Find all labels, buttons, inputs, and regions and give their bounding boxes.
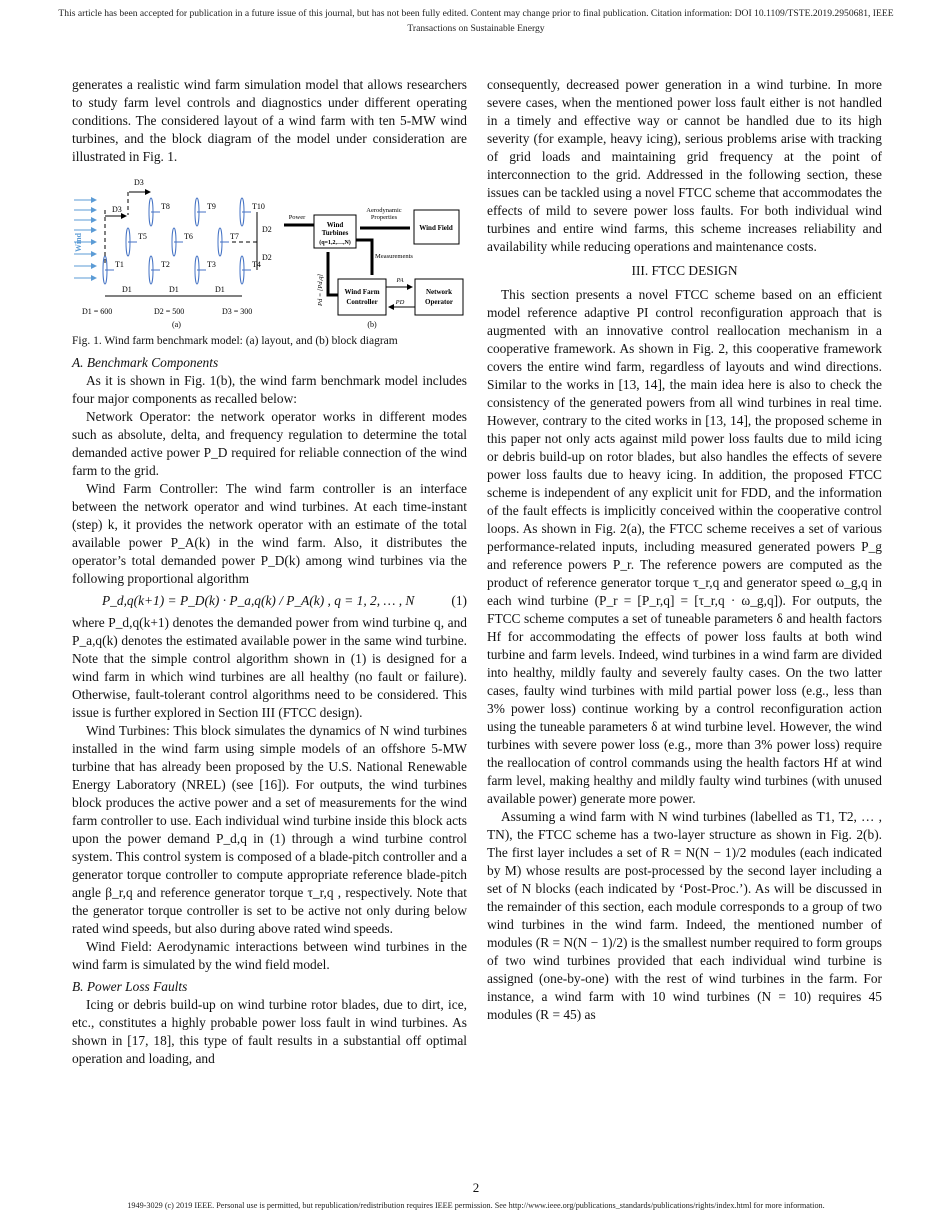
- paragraph: generates a realistic wind farm simulation model that allows researchers to study farm level controls and diagnostics under different operating conditions. The considered layout of a wind farm with ten 5-MW wind turbines, and the block diagram of the model under consideration are illustrated in Fig. 1.: [72, 77, 467, 164]
- figure-1: [72, 170, 467, 330]
- svg-text:Network: Network: [425, 288, 453, 296]
- paragraph: Wind Farm Controller: The wind farm controller is an interface between the network operator and wind turbines. At each time-instant (step) k, it provides the network operator with an estimate of the total available power P_A(k) in the wind farm. Also, it distributes the operator’s total demanded power P_D(k) among wind turbines via the following proportional algorithm: [72, 481, 467, 586]
- turbine-label: T1: [115, 260, 124, 269]
- dim-d3-top: D3: [134, 178, 144, 187]
- paragraph: consequently, decreased power generation in a wind turbine. In more severe cases, when the mentioned power loss fault either is not handled in a timely and effective way or cannot be handled due to its high severity (for example, heavy icing), serious problems arise with tracking of grid loads and maintaining grid frequency at the point of interconnection to the grid. Addressed in the following section, these issues can be tackled using a novel FTCC scheme that accommodates the effects of mild to severe power loss faults. For both individual wind turbines and entire wind farms, this scheme increases reliability and availability while reducing operations and maintenance costs.: [487, 77, 882, 254]
- figure-caption: Fig. 1. Wind farm benchmark model: (a) layout, and (b) block diagram: [72, 335, 398, 347]
- equation-1: [72, 588, 467, 614]
- wind-label: Wind: [74, 233, 83, 252]
- svg-text:Properties: Properties: [370, 214, 398, 221]
- equation-number: (1): [451, 593, 467, 608]
- subfig-b-label: (b): [367, 320, 377, 329]
- paragraph: Assuming a wind farm with N wind turbines (labelled as T1, T2, … , TN), the FTCC scheme has a two-layer structure as shown in Fig. 2(b). The first layer includes a set of R = N(N − 1)/2 modules (each indicated by M) whose results are post-processed by the second layer including a set of N blocks (each indicated by ‘Post-Proc.’). As will be discussed in the remainder of this section, each module corresponds to a group of two wind turbines in the wind farm. Indeed, the mentioned number of modules (R = N(N − 1)/2) is the smallest number required to form groups of two wind turbines provided that each individual wind turbine is assigned (one-by-one) with the rest of wind turbines in the farm. For instance, a wind farm with 10 wind turbines (N = 10) requires 45 modules (R = 45) as: [487, 809, 882, 1022]
- svg-text:Wind Farm: Wind Farm: [344, 288, 380, 296]
- section-heading-iii: III. FTCC DESIGN: [631, 263, 738, 278]
- svg-text:PA: PA: [396, 277, 404, 284]
- header-line-2: Transactions on Sustainable Energy: [407, 23, 545, 34]
- turbine-label: T3: [207, 260, 216, 269]
- page-header: [0, 6, 952, 36]
- svg-text:PD: PD: [395, 299, 405, 306]
- paragraph: Icing or debris build-up on wind turbine rotor blades, due to dirt, ice, etc., constitutes a highly probable power loss fault in wind turbines. As shown in [17, 18], this type of fault results in a substantial off optimal operation and loading, and: [72, 997, 467, 1066]
- legend-d3: D3 = 300: [222, 307, 253, 316]
- turbine-label: T10: [252, 202, 265, 211]
- paragraph: where P_d,q(k+1) denotes the demanded power from wind turbine q, and P_a,q(k) denotes the estimated available power in the same wind turbine. Note that the simple control algorithm shown in (1) is designed for a wind farm in which wind turbines are all healthy (no fault or failure). Otherwise, fault-tolerant control algorithms need to be considered. This issue is further explored in Section III (FTCC design).: [72, 615, 467, 720]
- turbine-label: T5: [138, 232, 147, 241]
- paragraph: Wind Field: Aerodynamic interactions between wind turbines in the wind farm is simulated by the wind field model.: [72, 939, 467, 972]
- right-column: [487, 76, 882, 1024]
- left-column: [72, 76, 467, 1068]
- svg-text:Wind: Wind: [326, 221, 344, 229]
- turbine-label: T9: [207, 202, 216, 211]
- svg-text:D1: D1: [169, 285, 179, 294]
- paragraph: As it is shown in Fig. 1(b), the wind farm benchmark model includes four major components as recalled below:: [72, 373, 467, 406]
- svg-text:D1: D1: [122, 285, 132, 294]
- svg-text:Aerodynamic: Aerodynamic: [366, 207, 402, 214]
- paragraph: This section presents a novel FTCC scheme based on an efficient model reference adaptive PI control reconfiguration approach that is augmented with an innovative control reallocation mechanism in a cooperative framework. As shown in Fig. 2, this cooperative framework covers the entire wind farm, regardless of layouts and wind directions. Similar to the works in [13, 14], the main idea here is also to check the consistency of the generated powers from all wind turbines in real time. However, contrary to the cited works in [13, 14], the proposed scheme in this paper not only acts against mild power loss faults due to mild icing or debris build-up on rotor blades, but also handles the effects of severe power loss faults due to heavy icing. In addition, the proposed FTCC scheme is independent of any explicit unit for FDD, and the information of the fault effects is implicitly conceived within the cooperative control loops. As shown in Fig. 2(a), the FTCC scheme receives a set of various performance-related inputs, including measured generated powers P_g and reference powers P_r. The reference powers are computed as the product of reference generator torque τ_r,q and generator speed ω_g,q in each wind turbine (P_r = [P_r,q] = [τ_r,q · ω_g,q]). For outputs, the FTCC scheme computes a set of tuneable parameters δ and health factors Hf for accommodating the effects of power loss faults at both wind turbine and farm levels. Indeed, wind turbines in a wind farm are divided into healthy, mildly faulty and severely faulty cases. On the two latter cases, faulty wind turbines with mild partial power loss (e.g., less than 3% power loss) continue working by a control reconfiguration action using the tuneable parameters δ at wind turbine level. However, the wind turbines with severe power loss (e.g., more than 3% power loss) require the reallocation of control commands using the health factors Hf at wind farm level, making healthy and mildly faulty wind turbines (with unused available power) generate more power.: [487, 287, 882, 806]
- header-line-1: This article has been accepted for publication in a future issue of this journal, but has not been fully edited. Content may change prior to final publication. Citation information: DOI 10.1109/TSTE.2019.2950681, IEEE: [58, 8, 894, 19]
- legend-d2: D2 = 500: [154, 307, 185, 316]
- svg-text:D2: D2: [262, 253, 272, 262]
- dim-d3: D3: [112, 205, 122, 214]
- equation-body: P_d,q(k+1) = P_D(k) · P_a,q(k) / P_A(k) , q = 1, 2, … , N: [102, 593, 415, 608]
- turbine-label: T4: [252, 260, 261, 269]
- svg-text:D1: D1: [215, 285, 225, 294]
- turbine-label: T6: [184, 232, 193, 241]
- svg-text:Wind Field: Wind Field: [419, 224, 453, 232]
- svg-text:Turbines: Turbines: [321, 229, 349, 237]
- paragraph: Wind Turbines: This block simulates the dynamics of N wind turbines installed in the wind farm using simple models of an offshore 5-MW turbine that has already been proposed by the U.S. National Renewable Energy Laboratory (NREL) (see [16]). For outputs, the wind turbines block produces the active power and a set of measurements for the wind farm controller to use. Each individual wind turbine inside this block acts upon the power demand P_d,q in (1) through a wind turbine control system. This control system is composed of a blade-pitch controller and a generator torque controller to compute appropriate reference blade-pitch angle β_r,q and reference generator torque τ_r,q , respectively. Note that the generator torque controller is set to be active not only during below rated wind speeds, but also during above rated wind speeds.: [72, 723, 467, 936]
- turbine-label: T7: [230, 232, 239, 241]
- block-network-operator: [415, 279, 463, 315]
- svg-text:Measurements: Measurements: [375, 253, 413, 260]
- section-heading-b: B. Power Loss Faults: [72, 979, 188, 994]
- turbine-label: T2: [161, 260, 170, 269]
- legend-d1: D1 = 600: [82, 307, 113, 316]
- svg-text:D2: D2: [262, 225, 272, 234]
- subfig-a-label: (a): [172, 320, 181, 329]
- svg-text:(q=1,2,…,N): (q=1,2,…,N): [319, 240, 351, 246]
- svg-text:Controller: Controller: [346, 298, 378, 306]
- block-wind-farm-controller: [338, 279, 386, 315]
- turbine-label: T8: [161, 202, 170, 211]
- page-number: 2: [472, 1180, 480, 1195]
- paragraph: Network Operator: the network operator works in different modes such as absolute, delta, and frequency regulation to determine the total demanded active power P_D required for reliable connection of the wind farm to the grid.: [72, 409, 467, 478]
- page-footer: 1949-3029 (c) 2019 IEEE. Personal use is permitted, but republication/redistribution requires IEEE permission. See http://www.ieee.org/publications_standards/publications/rights/index.html for more information.: [127, 1201, 825, 1210]
- svg-text:Power: Power: [288, 214, 306, 221]
- svg-text:Operator: Operator: [425, 298, 453, 306]
- svg-text:Pd = [Pd,q]: Pd = [Pd,q]: [317, 273, 324, 307]
- section-heading-a: A. Benchmark Components: [72, 355, 219, 370]
